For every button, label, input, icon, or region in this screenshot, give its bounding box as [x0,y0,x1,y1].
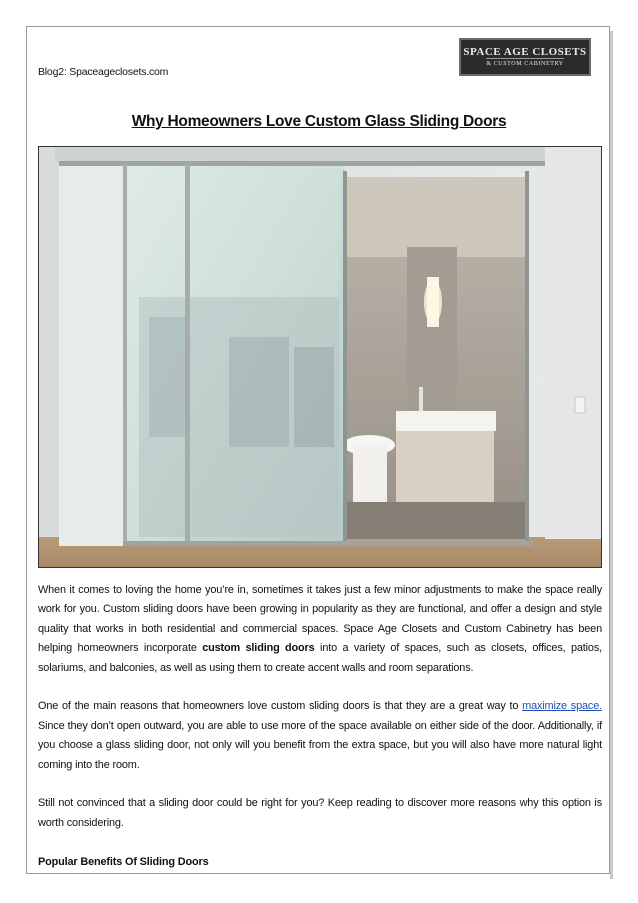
paragraph-2-end: Since they don’t open outward, you are able to use more of the space available on either side of the door. Additionally, if you choose a glass sliding door, not only will you benefit from the extra space, but you will also have more natural light coming into the room. [38,719,602,771]
document-title: Why Homeowners Love Custom Glass Sliding Doors [131,113,507,130]
paragraph-1-end: into a variety of spaces, such as closets, offices, patios, solariums, and balconies, as well as using them to create accent walls and room separations. [38,642,603,674]
paragraph-2-start: One of the main reasons that homeowners love custom sliding doors is that they are a great way to [38,700,523,713]
section-heading: Popular Benefits Of Sliding Doors [38,855,209,868]
custom-sliding-doors-bold: custom sliding doors [202,642,315,655]
sliding-door-photo [38,146,602,568]
paragraph-2 [38,697,602,775]
logo-sub-text: & CUSTOM CABINETRY [486,58,563,68]
paragraph-3: Still not convinced that a sliding door could be right for you? Keep reading to discover more reasons why this option is worth considering. [38,797,602,829]
photo-illustration [39,147,601,567]
article-body [38,581,602,891]
company-logo [459,38,591,76]
header-label: Blog2: Spaceageclosets.com [38,66,169,78]
paragraph-1 [38,581,602,678]
maximize-space-link[interactable]: maximize space. [522,700,602,713]
paragraph-1-start: When it comes to loving the home you’re in, sometimes it takes just a few minor adjustments to make the space really work for you. Custom sliding doors have been growing in popularity as they are functional, and offer a design and style quality that works in both residential and commercial spaces. Space Age Closets and Custom Cabinetry has been helping homeowners incorporate [38,584,602,655]
logo-main-text: SPACE AGE CLOSETS [463,46,587,58]
